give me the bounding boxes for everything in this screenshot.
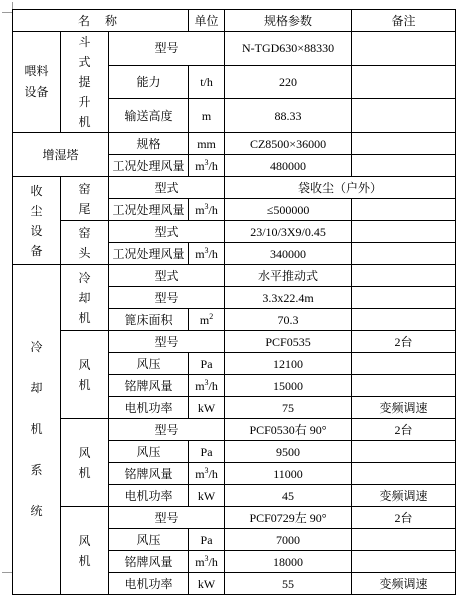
row-note — [352, 65, 456, 99]
row-value: 55 — [225, 573, 352, 595]
row-note — [352, 155, 456, 177]
row-value: 9500 — [225, 441, 352, 463]
row-unit: Pa — [189, 441, 225, 463]
row-label: 电机功率 — [109, 397, 189, 419]
row-note — [352, 441, 456, 463]
row-note: 2台 — [352, 331, 456, 353]
row-value: PCF0729左 90° — [225, 507, 352, 529]
row-note: 2台 — [352, 419, 456, 441]
row-value: PCF0530右 90° — [225, 419, 352, 441]
row-unit: kW — [189, 573, 225, 595]
row-value: 340000 — [225, 243, 352, 265]
row-label: 铭牌风量 — [109, 375, 189, 397]
row-value: CZ8500×36000 — [225, 133, 352, 155]
table-row — [13, 331, 456, 353]
row-note — [352, 199, 456, 221]
row-note: 2台 — [352, 507, 456, 529]
row-value: 3.3x22.4m — [225, 287, 352, 309]
row-label: 型号 — [109, 287, 225, 309]
group-kiln-tail: 窑尾 — [61, 177, 109, 221]
row-value: 220 — [225, 65, 352, 99]
row-note — [352, 529, 456, 551]
group-fan-1: 风机 — [61, 331, 109, 419]
row-label: 工况处理风量 — [109, 199, 189, 221]
row-unit: $m^3/h$ — [189, 551, 225, 573]
row-unit: Pa — [189, 353, 225, 375]
row-value: 袋收尘（户外） — [225, 177, 456, 199]
header-spec: 规格参数 — [225, 10, 352, 32]
row-value: 75 — [225, 397, 352, 419]
row-note — [352, 221, 456, 243]
table-row — [13, 32, 456, 66]
row-unit: kW — [189, 397, 225, 419]
row-label: 风压 — [109, 441, 189, 463]
group-cooler: 冷却机 — [61, 265, 109, 331]
row-note: 变频调速 — [352, 573, 456, 595]
row-note — [352, 309, 456, 331]
section-cooler-system: 冷却机系统 — [13, 265, 61, 595]
table-row — [13, 419, 456, 441]
row-note — [352, 463, 456, 485]
row-note — [352, 133, 456, 155]
group-fan-2: 风机 — [61, 419, 109, 507]
row-note — [352, 32, 456, 66]
row-label: 风压 — [109, 529, 189, 551]
row-label: 能力 — [109, 65, 189, 99]
row-unit: $m^3/h$ — [189, 155, 225, 177]
row-unit: $m^2$ — [189, 309, 225, 331]
row-note — [352, 243, 456, 265]
row-value: 18000 — [225, 551, 352, 573]
row-label: 铭牌风量 — [109, 463, 189, 485]
row-value: N-TGD630×88330 — [225, 32, 352, 66]
group-bucket-elevator: 斗式提升机 — [61, 32, 109, 133]
row-note — [352, 287, 456, 309]
row-value: 水平推动式 — [225, 265, 352, 287]
row-unit: mm — [189, 133, 225, 155]
row-label: 电机功率 — [109, 485, 189, 507]
row-unit: $m^3/h$ — [189, 199, 225, 221]
row-label: 型式 — [109, 177, 225, 199]
row-label: 型式 — [109, 265, 225, 287]
table-row — [13, 177, 456, 199]
row-note — [352, 265, 456, 287]
row-note — [352, 353, 456, 375]
header-note: 备注 — [352, 10, 456, 32]
row-label: 型号 — [109, 419, 225, 441]
row-unit: t/h — [189, 65, 225, 99]
row-label: 铭牌风量 — [109, 551, 189, 573]
row-unit: $m^3/h$ — [189, 375, 225, 397]
row-label: 风压 — [109, 353, 189, 375]
row-value: 12100 — [225, 353, 352, 375]
row-value: 15000 — [225, 375, 352, 397]
row-label: 工况处理风量 — [109, 155, 189, 177]
row-unit: kW — [189, 485, 225, 507]
row-value: 23/10/3X9/0.45 — [225, 221, 352, 243]
row-label: 工况处理风量 — [109, 243, 189, 265]
row-value: 70.3 — [225, 309, 352, 331]
row-value: 11000 — [225, 463, 352, 485]
section-feed: 喂料设备 — [13, 32, 61, 133]
row-label: 规格 — [109, 133, 189, 155]
section-humidifier: 增湿塔 — [13, 133, 109, 177]
row-note — [352, 375, 456, 397]
header-row — [13, 10, 456, 32]
table-row — [13, 221, 456, 243]
row-unit: $m^3/h$ — [189, 243, 225, 265]
row-label: 型号 — [109, 331, 225, 353]
row-value: 45 — [225, 485, 352, 507]
row-unit: m — [189, 99, 225, 133]
row-label: 输送高度 — [109, 99, 189, 133]
row-unit: Pa — [189, 529, 225, 551]
equipment-spec-table — [12, 9, 456, 595]
table-row — [13, 507, 456, 529]
row-value: 480000 — [225, 155, 352, 177]
row-note: 变频调速 — [352, 397, 456, 419]
table-row — [13, 265, 456, 287]
header-unit: 单位 — [189, 10, 225, 32]
row-unit: $m^3/h$ — [189, 463, 225, 485]
row-note: 变频调速 — [352, 485, 456, 507]
group-fan-3: 风机 — [61, 507, 109, 595]
row-label: 型号 — [109, 507, 225, 529]
row-value: PCF0535 — [225, 331, 352, 353]
row-label: 型号 — [109, 32, 225, 66]
row-note — [352, 99, 456, 133]
row-note — [352, 551, 456, 573]
row-label: 篦床面积 — [109, 309, 189, 331]
group-kiln-head: 窑头 — [61, 221, 109, 265]
row-value: ≤500000 — [225, 199, 352, 221]
header-name: 名 称 — [13, 10, 189, 32]
section-dust-collection: 收尘设备 — [13, 177, 61, 265]
row-label: 型式 — [109, 221, 225, 243]
table-row — [13, 133, 456, 155]
row-value: 7000 — [225, 529, 352, 551]
row-value: 88.33 — [225, 99, 352, 133]
row-label: 电机功率 — [109, 573, 189, 595]
